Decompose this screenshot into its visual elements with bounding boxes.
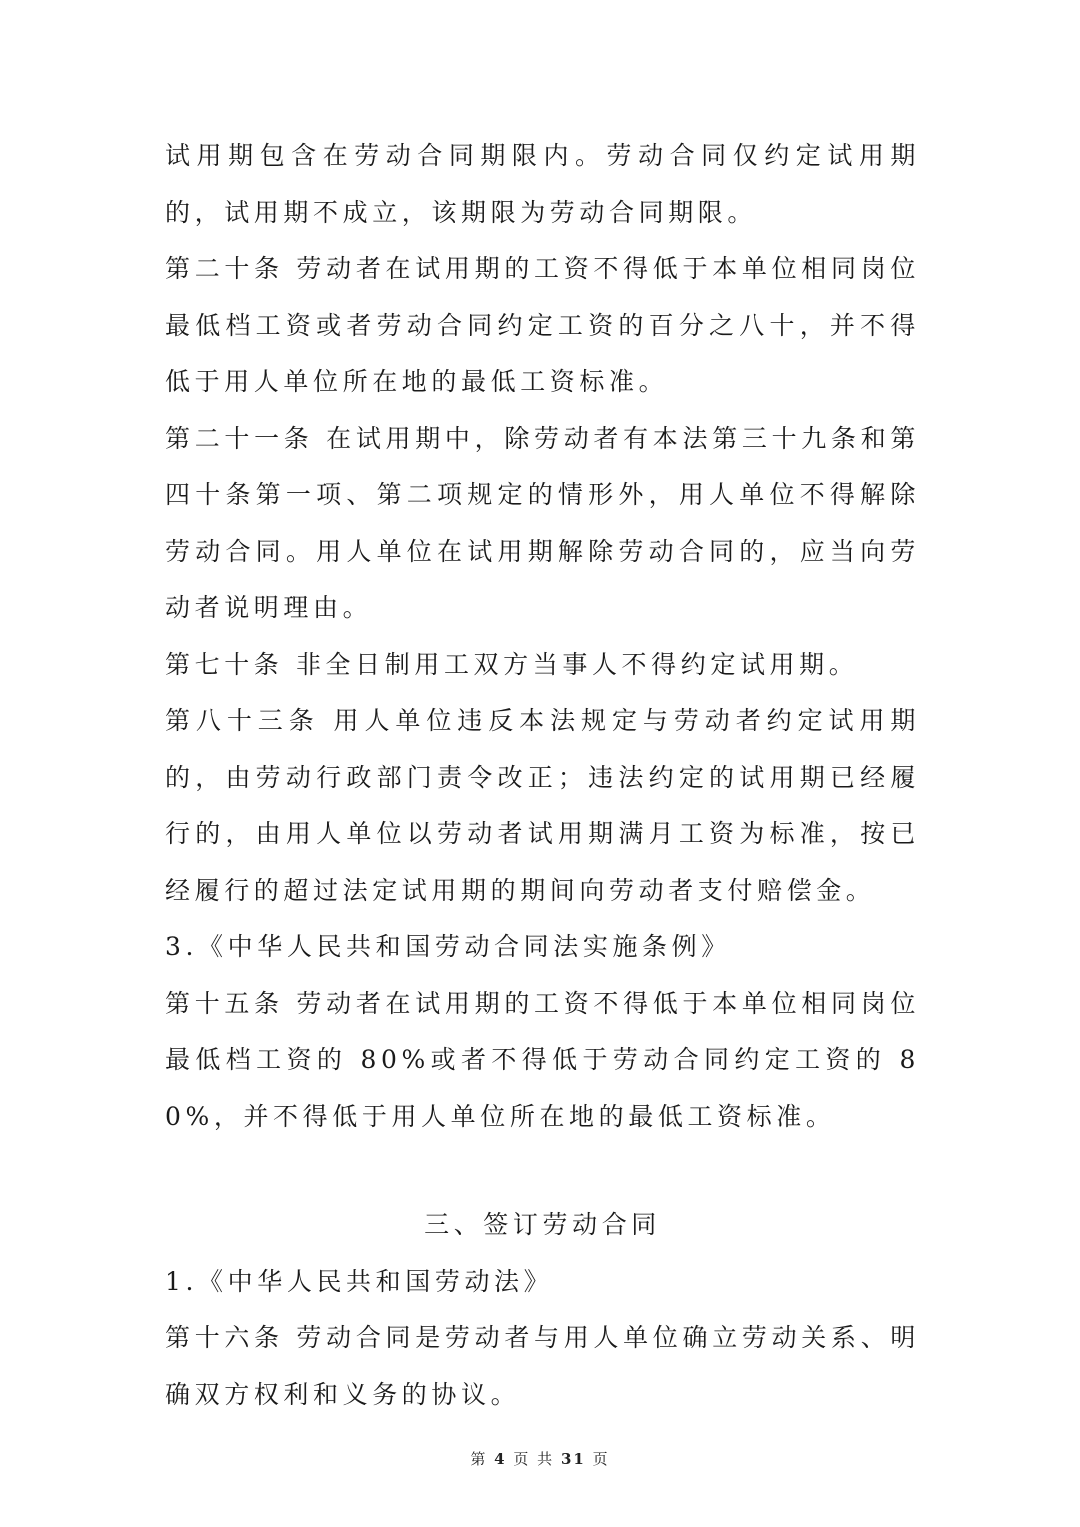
- footer-prefix: 第: [470, 1450, 488, 1468]
- law-title-labor-law: 1.《中华人民共和国劳动法》: [165, 1266, 554, 1296]
- law-title-implementation-regulations: 3.《中华人民共和国劳动合同法实施条例》: [165, 932, 731, 961]
- article-20-paragraph: 第二十条 劳动者在试用期的工资不得低于本单位相同岗位最低档工资或者劳动合同约定工资的百分之八十，并不得低于用人单位所在地的最低工资标准。: [165, 254, 920, 396]
- article-15-paragraph: 第十五条 劳动者在试用期的工资不得低于本单位相同岗位最低档工资的 80%或者不得低于劳动合同约定工资的 80%，并不得低于用人单位所在地的最低工资标准。: [165, 988, 920, 1131]
- paragraph: 试用期包含在劳动合同期限内。劳动合同仅约定试用期的，试用期不成立，该期限为劳动合同期限。: [165, 141, 920, 227]
- footer-suffix: 页: [592, 1450, 610, 1468]
- article-16-paragraph: 第十六条 劳动合同是劳动者与用人单位确立劳动关系、明确双方权利和义务的协议。: [165, 1323, 920, 1409]
- page-body: [165, 128, 920, 1423]
- article-83-paragraph: 第八十三条 用人单位违反本法规定与劳动者约定试用期的，由劳动行政部门责令改正；违法约定的试用期已经履行的，由用人单位以劳动者试用期满月工资为标准，按已经履行的超过法定试用期的期间向劳动者支付赔偿金。: [165, 706, 920, 905]
- current-page-number: 4: [494, 1450, 507, 1468]
- page-footer: [0, 1448, 1080, 1469]
- total-pages-number: 31: [560, 1450, 586, 1468]
- article-21-paragraph: 第二十一条 在试用期中，除劳动者有本法第三十九条和第四十条第一项、第二项规定的情形外，用人单位不得解除劳动合同。用人单位在试用期解除劳动合同的，应当向劳动者说明理由。: [165, 423, 920, 622]
- article-70-paragraph: 第七十条 非全日制用工双方当事人不得约定试用期。: [165, 649, 859, 679]
- footer-middle: 页 共: [513, 1450, 555, 1468]
- section-heading: 三、签订劳动合同: [424, 1210, 661, 1239]
